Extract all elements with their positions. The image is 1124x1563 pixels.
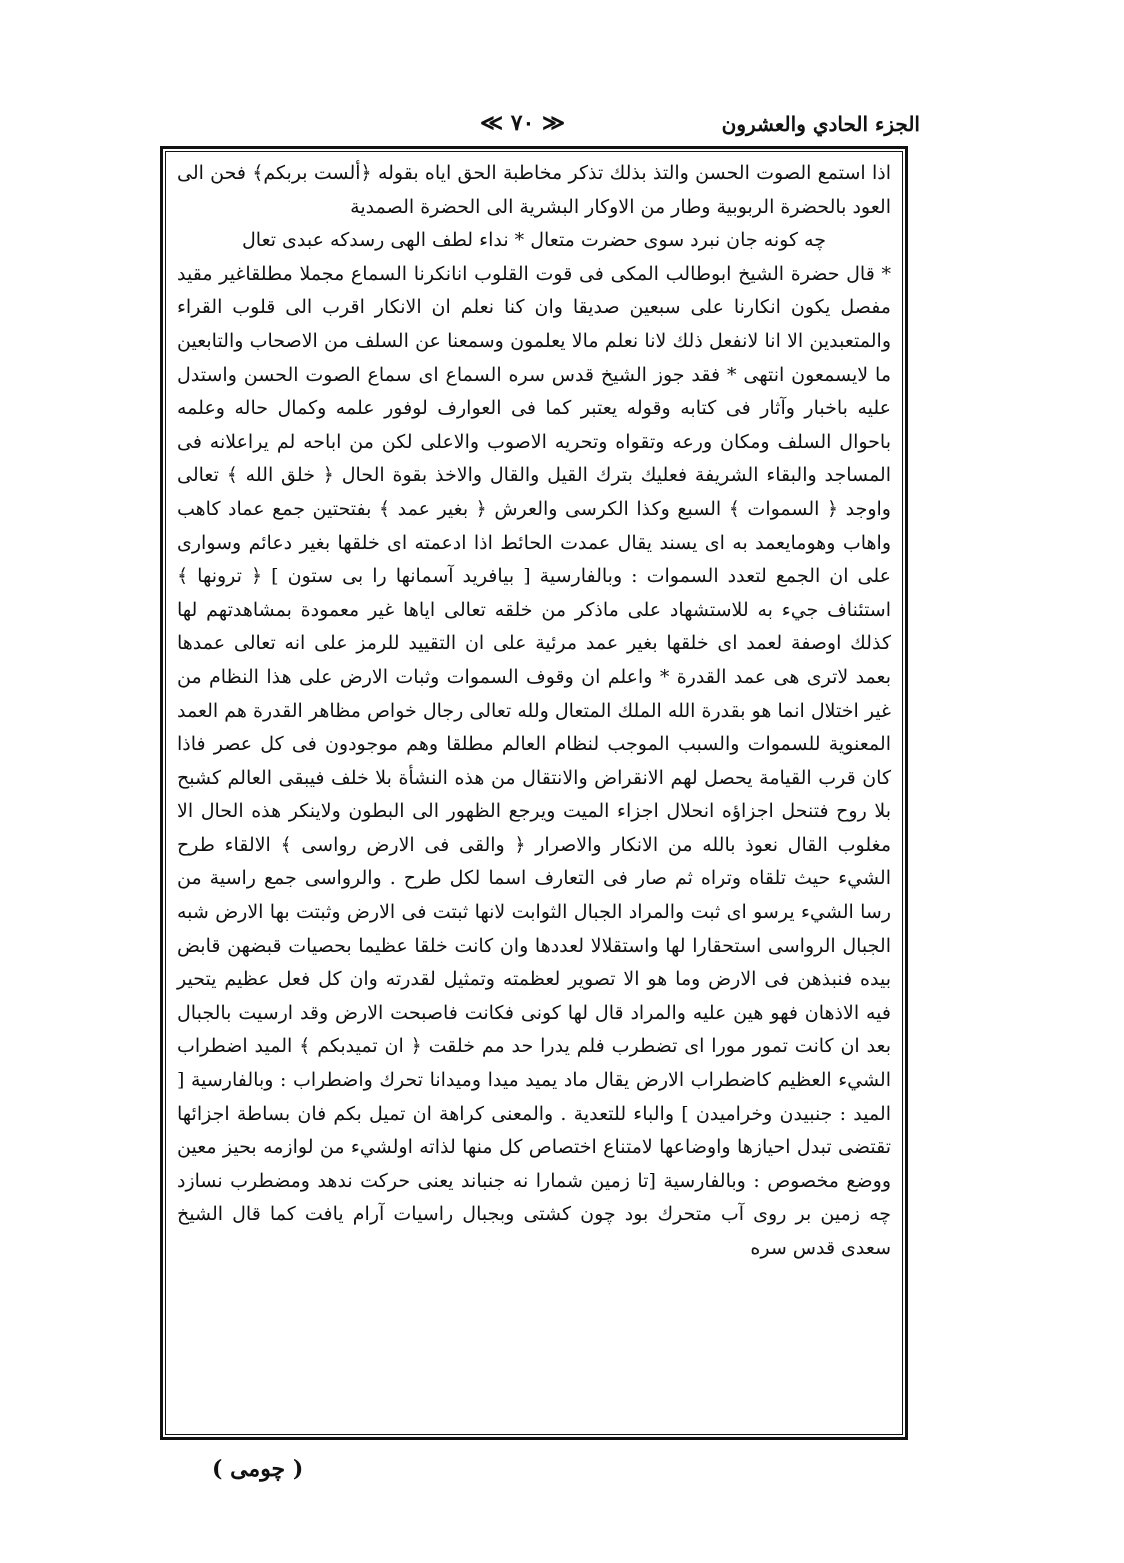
paragraph-1: اذا استمع الصوت الحسن والتذ بذلك تذكر مخاطبة الحق اياه بقوله ﴿ألست بربكم﴾ فحن الى العود بالحضرة الربوبية وطار من الاوكار البشرية الى الحضرة الصمدية (177, 162, 891, 218)
page-number: ≪ ٧٠ ≫ (480, 110, 566, 136)
body-text (177, 157, 891, 1266)
catchword: ( چومى ) (212, 1456, 304, 1482)
persian-verse: چه كونه جان نبرد سوى حضرت متعال * نداء لطف الهى رسدكه عبدى تعال (241, 229, 827, 252)
paragraph-2: * قال حضرة الشيخ ابوطالب المكى فى قوت القلوب انانكرنا السماع مجملا مطلقاغير مقيد مفصل يكون انكارنا على سبعين صديقا وان كنا نعلم ان الانكار اقرب الى قلوب القراء والمتعبدين الا انا لانفعل ذلك لانا نعلم مالا يعلمون وسمعنا عن السلف من الاصحاب والتابعين ما لايسمعون انتهى * فقد جوز الشيخ قدس سره السماع اى سماع الصوت الحسن واستدل عليه باخبار وآثار فى كتابه وقوله يعتبر كما فى العوارف لوفور علمه وكمال حاله وعلمه باحوال السلف ومكان ورعه وتقواه وتحريه الاصوب والاعلى لكن من اباحه لم يراعلانه فى المساجد والبقاء الشريفة فعليك بترك القيل والقال والاخذ بقوة الحال ﴿ خلق الله ﴾ تعالى واوجد ﴿ السموات ﴾ السبع وكذا الكرسى والعرش ﴿ بغير عمد ﴾ بفتحتين جمع عماد كاهب واهاب وهومايعمد به اى يسند يقال عمدت الحائط اذا ادعمته اى خلقها بغير دعائم وسوارى على ان الجمع لتعدد السموات : وبالفارسية [ بيافريد آسمانها را بى ستون ] ﴿ ترونها ﴾ استئناف جيء به للاستشهاد على ماذكر من خلقه تعالى اياها غير معمودة بمشاهدتهم لها كذلك اوصفة لعمد اى خلقها بغير عمد مرئية على ان التقييد للرمز على انه تعالى عمدها بعمد لاترى هى عمد القدرة * واعلم ان وقوف السموات وثبات الارض على هذا النظام من غير اختلال انما هو بقدرة الله الملك المتعال ولله تعالى رجال خواص مظاهر القدرة هم العمد المعنوية للسموات والسبب الموجب لنظام العالم مطلقا وهم موجودون فى كل عصر فاذا كان قرب القيامة يحصل لهم الانقراض والانتقال من هذه النشأة بلا خلف فيبقى العالم كشبح بلا روح فتنحل اجزاؤه انحلال اجزاء الميت ويرجع الظهور الى البطون ولاينكر هذه الحال الا مغلوب القال نعوذ بالله من الانكار والاصرار ﴿ والقى فى الارض رواسى ﴾ الالقاء طرح الشيء حيث تلقاه وتراه ثم صار فى التعارف اسما لكل طرح . والرواسى جمع راسية من رسا الشيء يرسو اى ثبت والمراد الجبال الثوابت لانها ثبتت فى الارض وثبتت بها الارض شبه الجبال الرواسى استحقارا لها واستقلالا لعددها وان كانت خلقا عظيما بحصيات قبضهن قابض بيده فنبذهن فى الارض وما هو الا تصوير لعظمته وتمثيل لقدرته وان كل فعل عظيم يتحير فيه الاذهان فهو هين عليه والمراد قال لها كونى فكانت فاصبحت الارض وقد ارسيت بالجبال بعد ان كانت تمور مورا اى تضطرب فلم يدرا حد مم خلقت ﴿ ان تميدبكم ﴾ الميد اضطراب الشيء العظيم كاضطراب الارض يقال ماد يميد ميدا وميدانا تحرك واضطراب : وبالفارسية [ الميد : جنبيدن وخراميدن ] والباء للتعدية . والمعنى كراهة ان تميل بكم فان بساطة اجزائها تقتضى تبدل احيازها واوضاعها لامتناع اختصاص كل منها لذاته اولشيء من لوازمه بحيز معين ووضع مخصوص : وبالفارسية [تا زمين شمارا نه جنباند يعنى حركت ندهد ومضطرب نسازد چه زمين بر روى آب متحرك بود چون كشتى وبجبال راسيات آرام يافت كما قال الشيخ سعدى قدس سره (177, 262, 891, 1259)
running-title: الجزء الحادي والعشرون (721, 112, 920, 136)
text-frame (160, 146, 908, 1440)
page-header (160, 108, 920, 144)
